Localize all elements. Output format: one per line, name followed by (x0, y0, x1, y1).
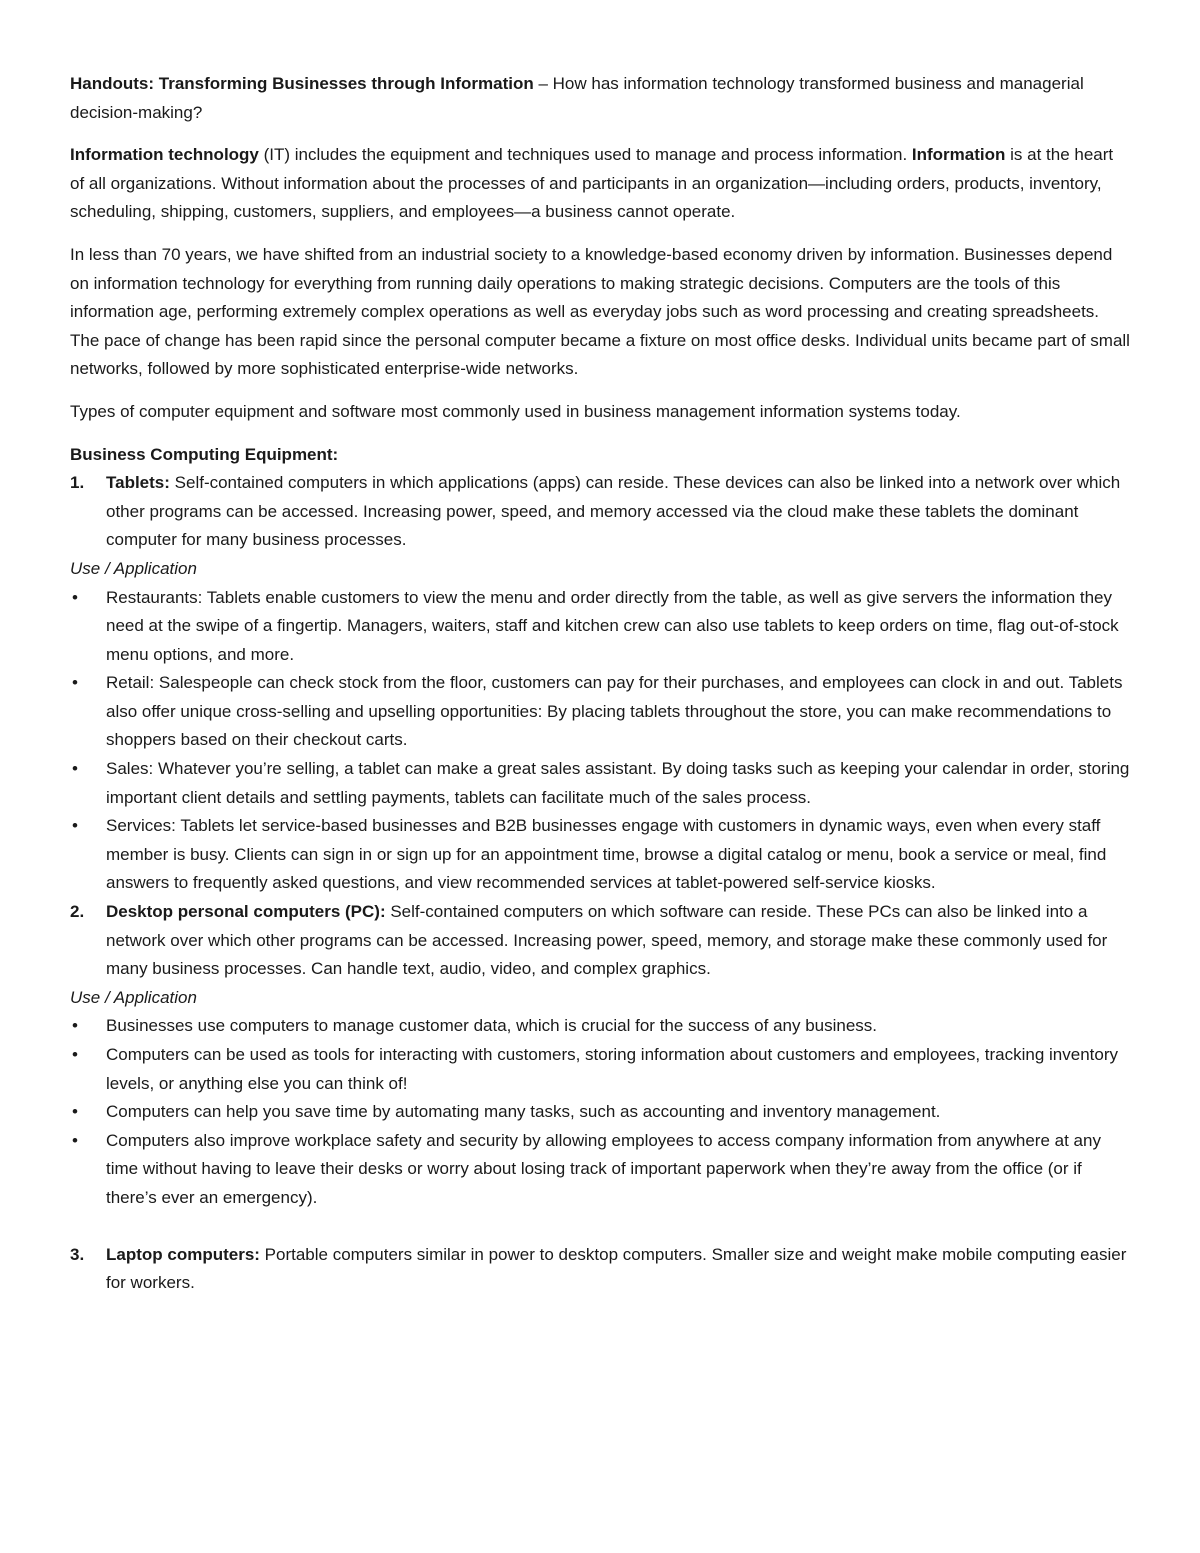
bullet-icon: • (72, 816, 78, 836)
bullet-icon: • (72, 1130, 78, 1150)
item-term: Desktop personal computers (PC): (106, 902, 386, 922)
spacer (70, 1213, 1132, 1241)
use-application-label: Use / Application (70, 987, 197, 1007)
item-text: Self-contained computers on which software can reside. These PCs can also be linked into a network over which other programs can be accessed. Increasing power, speed, memory, and storage make these commonly used for many business processes. Can handle text, audio, video, and complex graphics. (106, 902, 1108, 979)
list-item (70, 1041, 1132, 1098)
equipment-heading-text: Business Computing Equipment: (70, 444, 339, 464)
list-item-laptop (70, 1241, 1132, 1298)
handout-title (70, 70, 1132, 127)
item-text: Portable computers similar in power to desktop computers. Smaller size and weight make mobile computing easier for workers. (106, 1244, 1127, 1293)
title-bold: Handouts: Transforming Businesses through Information (70, 74, 534, 93)
list-item (70, 755, 1132, 812)
list-item-desktop-pc (70, 898, 1132, 984)
list-item-tablets (70, 469, 1132, 555)
term-information-technology: Information technology (70, 145, 259, 165)
bullet-text: Businesses use computers to manage customer data, which is crucial for the success of any business. (106, 1016, 878, 1036)
item-number: 2. (70, 902, 85, 922)
tablet-uses-list (70, 584, 1132, 899)
item-text: Self-contained computers in which applications (apps) can reside. These devices can also be linked into a network over which other programs can be accessed. Increasing power, speed, and memory accessed via the cloud make these tablets the dominant computer for many business processes. (106, 473, 1121, 550)
bullet-icon: • (72, 587, 78, 607)
term-information: Information (911, 145, 1006, 165)
bullet-text: Retail: Salespeople can check stock from the floor, customers can pay for their purchases, and employees can clock in and out. Tablets also offer unique cross-selling and upselling opportunities: By placing tablets throughout the store, you can make recommendations to shoppers based on their checkout carts. (106, 673, 1123, 750)
bullet-text: Computers can be used as tools for interacting with customers, storing information about customers and employees, tracking inventory levels, or anything else you can think of! (106, 1045, 1118, 1093)
intro-paragraph (70, 141, 1132, 227)
list-item (70, 584, 1132, 670)
bullet-icon: • (72, 1016, 78, 1036)
bullet-icon: • (72, 1102, 78, 1122)
use-application-label: Use / Application (70, 558, 197, 578)
bullet-text: Services: Tablets let service-based businesses and B2B businesses engage with customers in dynamic ways, even when every staff member is busy. Clients can sign in or sign up for an appointment time, browse a digital catalog or menu, book a service or meal, find answers to frequently asked questions, and view recommended services at tablet-powered self-service kiosks. (106, 816, 1107, 893)
list-item (70, 1012, 1132, 1041)
item-term: Laptop computers: (106, 1244, 260, 1264)
item-term: Tablets: (106, 473, 170, 493)
bullet-text: Computers can help you save time by automating many tasks, such as accounting and inventory management. (106, 1102, 941, 1122)
desktop-uses-list (70, 1012, 1132, 1212)
bullet-text: Restaurants: Tablets enable customers to view the menu and order directly from the table, as well as give servers the information they need at the swipe of a fingertip. Managers, waiters, staff and kitchen crew can also use tablets to keep orders on time, flag out-of-stock menu options, and more. (106, 587, 1119, 664)
list-item (70, 1098, 1132, 1127)
title-question: – How has information technology transformed business and managerial decision-making? (70, 74, 1084, 122)
bullet-text: Computers also improve workplace safety and security by allowing employees to access company information from anywhere at any time without having to leave their desks or worry about losing track of important paperwork when they’re away from the office (or if there’s ever an emergency). (106, 1130, 1101, 1207)
types-paragraph: Types of computer equipment and software most commonly used in business management information systems today. (70, 401, 961, 421)
intro-text-2: is at the heart of all organizations. Without information about the processes of and participants in an organization—including orders, products, inventory, scheduling, shipping, customers, suppliers, and employees—a business cannot operate. (70, 145, 1114, 222)
list-item (70, 669, 1132, 755)
equipment-heading (70, 441, 1132, 470)
bullet-icon: • (72, 673, 78, 693)
bullet-icon: • (72, 1045, 78, 1064)
history-paragraph: In less than 70 years, we have shifted from an industrial society to a knowledge-based economy driven by information. Businesses depend on information technology for everything from running daily operations to making strategic decisions. Computers are the tools of this information age, performing extremely complex operations as well as everyday jobs such as word processing and creating spreadsheets. The pace of change has been rapid since the personal computer became a fixture on most office desks. Individual units became part of small networks, followed by more sophisticated enterprise-wide networks. (70, 244, 1130, 379)
bullet-text: Sales: Whatever you’re selling, a tablet can make a great sales assistant. By doing tasks such as keeping your calendar in order, storing important client details and settling payments, tablets can facilitate much of the sales process. (106, 759, 1130, 807)
list-item (70, 812, 1132, 898)
item-number: 3. (70, 1244, 85, 1264)
bullet-icon: • (72, 759, 78, 779)
item-number: 1. (70, 473, 85, 493)
list-item (70, 1127, 1132, 1213)
intro-text-1: (IT) includes the equipment and techniques used to manage and process information. (258, 145, 912, 165)
